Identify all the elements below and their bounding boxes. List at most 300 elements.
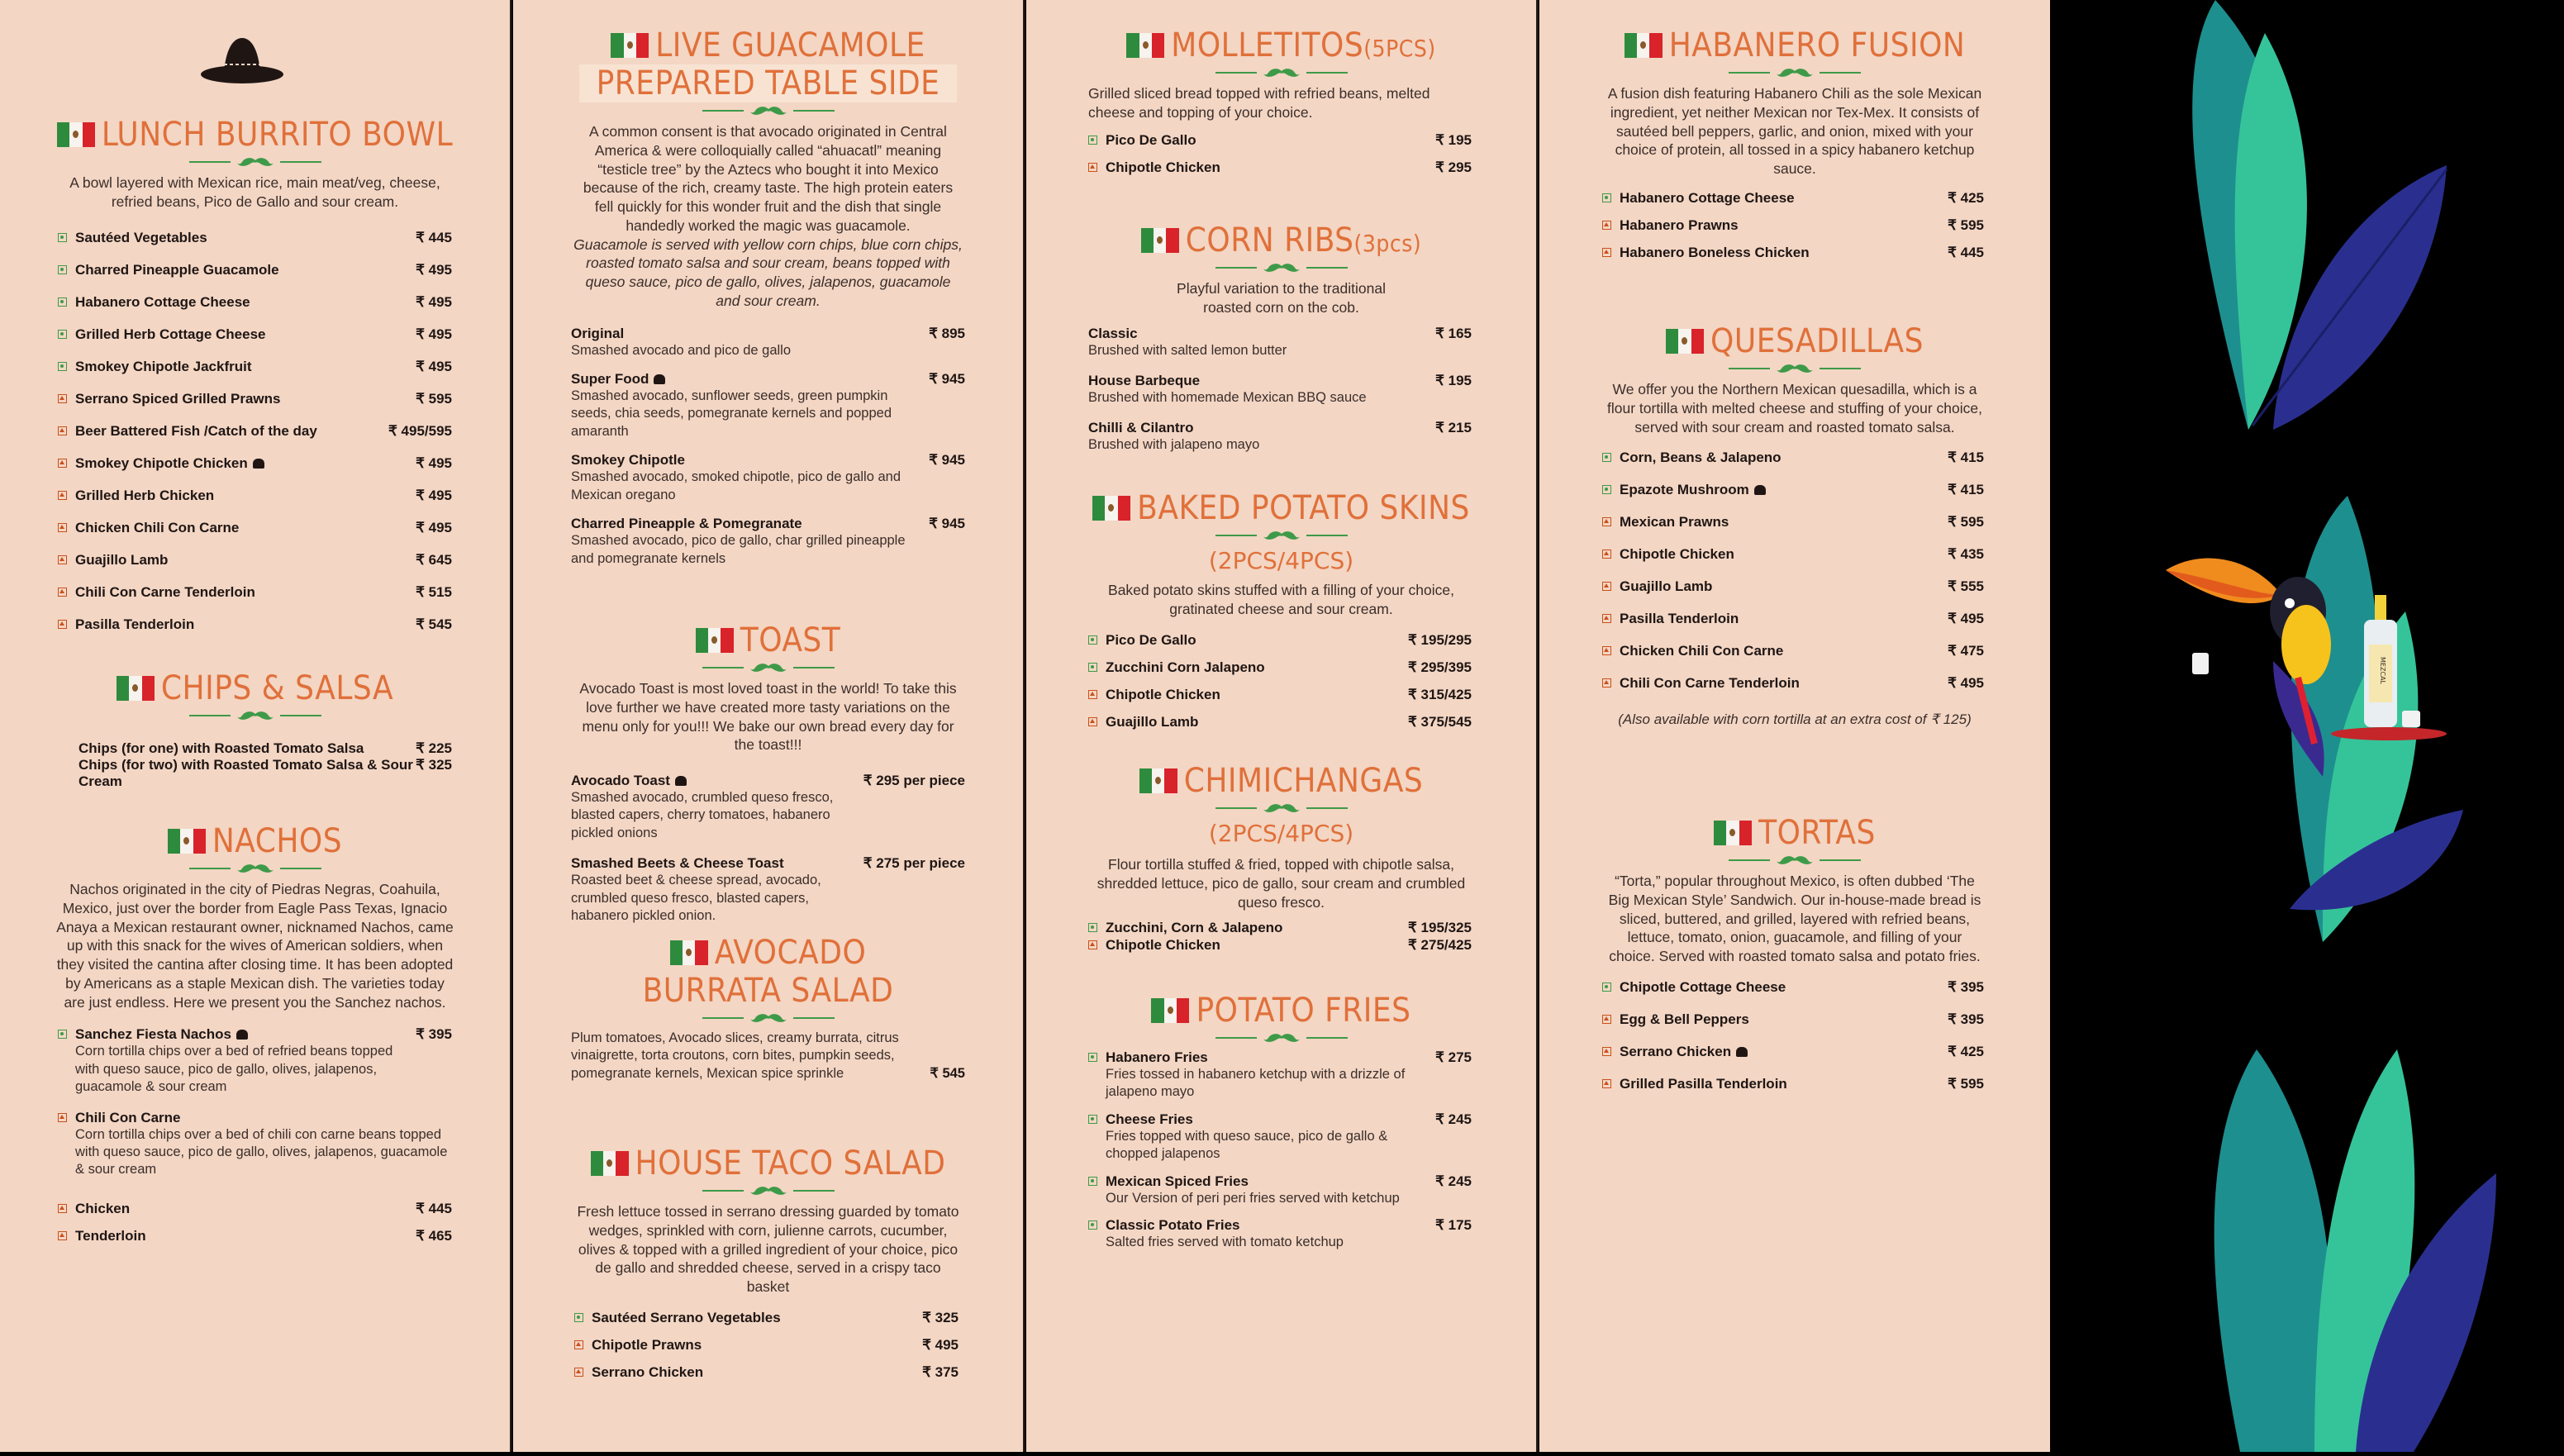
section-quesadillas (1539, 322, 2050, 728)
menu-item-classic (1088, 326, 1472, 359)
menu-item-guajillo-lamb (58, 552, 452, 569)
item-description: Brushed with jalapeno mayo (1088, 437, 1260, 453)
menu-item-tenderloin (58, 1228, 452, 1244)
chef-hat-icon (654, 374, 665, 384)
section-title: LUNCH BURRITO BOWL (101, 116, 454, 154)
section-title: CHIMICHANGAS (1183, 762, 1424, 800)
menu-item-pasilla-tenderloin (58, 616, 452, 633)
item-name: Habanero Boneless Chicken (1620, 244, 1810, 260)
item-description: Smashed avocado and pico de gallo (571, 342, 792, 358)
item-price: ₹ 495 (416, 358, 452, 374)
mustache-divider (513, 1013, 1023, 1023)
non-veg-icon (58, 491, 67, 500)
veg-icon (58, 265, 67, 274)
item-name: Mexican Spiced Fries (1106, 1173, 1249, 1189)
menu-item-chili-con-carne-tenderloin (58, 584, 452, 601)
menu-item-serrano-chicken (574, 1364, 959, 1381)
item-price: ₹ 375 (922, 1363, 959, 1380)
item-description: Corn tortilla chips over a bed of refried beans topped with queso sauce, pico de gallo, olives, jalapenos, guacamole & sour cream (75, 1044, 393, 1095)
item-name: Smashed Beets & Cheese Toast (571, 855, 784, 872)
item-price: ₹ 295 (1435, 159, 1472, 175)
section-potato-fries (1026, 992, 1536, 1252)
veg-icon (1088, 635, 1097, 645)
menu-item-original (571, 326, 965, 359)
item-name: Habanero Cottage Cheese (75, 293, 250, 310)
menu-item-guajillo-lamb (1088, 714, 1472, 730)
item-name: Chipotle Chicken (1106, 686, 1220, 702)
item-price: ₹ 495/595 (388, 422, 452, 439)
veg-icon (58, 362, 67, 371)
mustache-divider (1026, 531, 1536, 540)
menu-item-chili-con-carne-tenderloin (1602, 675, 1984, 692)
mustache-divider (513, 663, 1023, 673)
section-title: POTATO FRIES (1196, 992, 1411, 1030)
veg-icon (1088, 1220, 1097, 1230)
item-price: ₹ 495 (416, 326, 452, 342)
chef-hat-icon (1754, 485, 1766, 495)
item-name: Original (571, 325, 625, 341)
salad-price: ₹ 545 (930, 1065, 965, 1081)
non-veg-icon (58, 620, 67, 629)
menu-item-chipotle-chicken (1088, 159, 1472, 176)
section-description: A common consent is that avocado originated in Central America & were colloquially called “ahuacatl” meaning “testicle tree” by the Aztecs who bought it into Mexico because of the rich, creamy taste. The high protein eaters fell quickly for this wonder fruit and the dish that single handedly worked the magic was guacamole. (583, 123, 954, 234)
menu-item-beer-battered-fish-catch-of-the-day (58, 423, 452, 440)
menu-item-house-barbeque (1088, 373, 1472, 407)
non-veg-icon (1602, 1079, 1611, 1088)
non-veg-icon (1602, 646, 1611, 655)
non-veg-icon (1602, 614, 1611, 623)
item-description: Fries tossed in habanero ketchup with a drizzle of jalapeno mayo (1106, 1067, 1406, 1100)
item-name: Grilled Herb Cottage Cheese (75, 326, 266, 342)
item-name: Chili Con Carne Tenderloin (1620, 675, 1800, 692)
item-name: Guajillo Lamb (1620, 578, 1713, 595)
non-veg-icon (58, 1113, 67, 1122)
chef-hat-icon (236, 1030, 248, 1040)
mexico-flag-icon (670, 940, 708, 965)
decorative-artwork (2050, 0, 2564, 1452)
toucan-icon (2166, 559, 2331, 777)
section-title: HABANERO FUSION (1668, 26, 1966, 64)
section-lunch-burrito-bowl (0, 116, 510, 633)
veg-icon (1602, 485, 1611, 494)
item-name: Sautéed Serrano Vegetables (592, 1309, 781, 1325)
menu-item-guajillo-lamb (1602, 578, 1984, 595)
veg-icon (58, 1030, 67, 1039)
item-name: Chili Con Carne Tenderloin (75, 583, 255, 600)
veg-icon (574, 1313, 583, 1322)
item-name: Serrano Chicken (592, 1363, 704, 1380)
mexico-flag-icon (1141, 228, 1179, 253)
section-nachos (0, 822, 510, 1244)
non-veg-icon (58, 426, 67, 435)
menu-item-habanero-cottage-cheese (1602, 190, 1984, 207)
veg-icon (1088, 663, 1097, 672)
mexico-flag-icon (1625, 33, 1663, 58)
item-price: ₹ 465 (416, 1227, 452, 1244)
item-price: ₹ 495 (416, 293, 452, 310)
mustache-divider (1026, 68, 1536, 78)
non-veg-icon (1088, 690, 1097, 699)
item-price: ₹ 315/425 (1408, 686, 1472, 702)
item-price: ₹ 245 (1435, 1111, 1472, 1127)
item-price: ₹ 415 (1948, 482, 1984, 498)
menu-panel-2 (513, 0, 1025, 1452)
item-name: Pasilla Tenderloin (75, 616, 195, 632)
veg-icon (58, 330, 67, 339)
item-name: Sanchez Fiesta Nachos (75, 1026, 231, 1043)
item-price: ₹ 475 (1948, 643, 1984, 659)
mustache-divider (1539, 68, 2050, 78)
mustache-divider (1026, 803, 1536, 813)
menu-item-chicken (58, 1201, 452, 1217)
salad-description: Plum tomatoes, Avocado slices, creamy burrata, citrus vinaigrette, torta croutons, corn bites, pumpkin seeds, pomegranate kernels, Mexican spice sprinkle (571, 1030, 899, 1081)
non-veg-icon (58, 459, 67, 468)
item-price: ₹ 595 (1948, 1075, 1984, 1092)
mexico-flag-icon (696, 628, 734, 653)
item-name: Super Food (571, 370, 649, 387)
section-corn-ribs (1026, 221, 1536, 454)
item-price: ₹ 275/425 (1408, 937, 1472, 954)
item-name: Smokey Chipotle Jackfruit (75, 358, 252, 374)
menu-item-smokey-chipotle-jackfruit (58, 359, 452, 375)
mustache-divider (1539, 364, 2050, 374)
item-price: ₹ 645 (416, 551, 452, 568)
item-price: ₹ 325 (416, 757, 452, 773)
menu-item-smokey-chipotle (571, 452, 965, 504)
item-name: Habanero Prawns (1620, 216, 1739, 233)
section-tortas (1539, 814, 2050, 1092)
veg-icon (1088, 1115, 1097, 1124)
item-name: Pico De Gallo (1106, 631, 1196, 648)
item-price: ₹ 495 (1948, 675, 1984, 692)
menu-item-chicken-chili-con-carne (1602, 643, 1984, 659)
section-title: MOLLETITOS(5PCS) (1171, 26, 1436, 64)
menu-item-chipotle-chicken (1088, 937, 1472, 954)
menu-item-avocado-toast (571, 773, 965, 842)
mustache-divider (513, 1186, 1023, 1196)
item-price: ₹ 325 (922, 1309, 959, 1325)
non-veg-icon (1088, 163, 1097, 172)
item-price: ₹ 215 (1435, 420, 1472, 436)
non-veg-icon (1602, 582, 1611, 591)
item-name: Chicken (75, 1200, 131, 1216)
non-veg-icon (1088, 717, 1097, 726)
non-veg-icon (1602, 221, 1611, 230)
menu-item-pasilla-tenderloin (1602, 611, 1984, 627)
menu-item-classic-potato-fries (1088, 1217, 1472, 1251)
item-name: Zucchini, Corn & Jalapeno (1106, 920, 1283, 936)
menu-item-sanchez-fiesta-nachos (58, 1026, 452, 1096)
veg-icon (1602, 453, 1611, 462)
item-price: ₹ 495 (416, 454, 452, 471)
menu-item-zucchini-corn-jalapeno (1088, 659, 1472, 676)
tray-icon (2331, 727, 2447, 740)
item-price: ₹ 595 (1948, 514, 1984, 531)
menu-item-grilled-herb-chicken (58, 488, 452, 504)
bottle-label: MEZCAL (2379, 657, 2386, 684)
item-name: Chipotle Chicken (1106, 159, 1220, 175)
item-price: ₹ 195/295 (1408, 631, 1472, 648)
section-description: A bowl layered with Mexican rice, main meat/veg, cheese, refried beans, Pico de Gallo and sour cream. (69, 174, 440, 210)
item-name: Zucchini Corn Jalapeno (1106, 659, 1265, 675)
section-title: QUESADILLAS (1710, 322, 1924, 360)
veg-icon (1602, 193, 1611, 202)
item-name: Pico De Gallo (1106, 131, 1196, 148)
section-toast (513, 621, 1023, 925)
menu-item-charred-pineapple-guacamole (58, 262, 452, 278)
section-live-guacamole (513, 26, 1023, 568)
menu-item-chips-for-two-with-roasted-tomato-salsa-sour-cream (78, 757, 452, 790)
item-price: ₹ 945 (929, 516, 965, 532)
section-description: Fresh lettuce tossed in serrano dressing guarded by tomato wedges, sprinkled with corn, julienne carrots, cucumber, olives & topped with a grilled ingredient of your choice, pico de gallo and shredded cheese, served in a crispy taco basket (577, 1203, 959, 1295)
item-name: Tenderloin (75, 1227, 146, 1244)
menu-item-grilled-pasilla-tenderloin (1602, 1076, 1984, 1092)
item-price: ₹ 295/395 (1408, 659, 1472, 675)
item-name: Smokey Chipotle (571, 452, 685, 469)
chef-hat-icon (253, 459, 264, 469)
item-name: Classic Potato Fries (1106, 1217, 1240, 1234)
item-price: ₹ 445 (416, 1200, 452, 1216)
item-price: ₹ 595 (1948, 216, 1984, 233)
section-title: BAKED POTATO SKINS (1137, 489, 1470, 527)
section-title: AVOCADO (714, 934, 867, 972)
section-title: CHIPS & SALSA (160, 669, 394, 707)
section-description: Avocado Toast is most loved toast in the world! To take this love further we have created more tasty variations on the menu only for you!!! We bake our own bread every day for the toast!!! (579, 680, 957, 754)
item-name: Serrano Chicken (1620, 1043, 1732, 1059)
veg-icon (1088, 1053, 1097, 1062)
item-description: Our Version of peri peri fries served with ketchup (1106, 1190, 1400, 1206)
item-price: ₹ 945 (929, 370, 965, 387)
section-description: “Torta,” popular throughout Mexico, is often dubbed ‘The Big Mexican Style’ Sandwich. Our in-house-made bread is sliced, buttered, and grilled, layered with refried beans, lettuce, tomato, onion, guacamole, and filling of your choice. Served with roasted tomato salsa and potato fries. (1608, 873, 1981, 964)
mustache-divider (1026, 1033, 1536, 1043)
item-price: ₹ 435 (1948, 546, 1984, 563)
item-description: Smashed avocado, smoked chipotle, pico de gallo and Mexican oregano (571, 469, 901, 502)
veg-icon (1088, 136, 1097, 145)
item-price: ₹ 425 (1948, 189, 1984, 206)
mustache-divider (1026, 263, 1536, 273)
item-name: Chicken Chili Con Carne (75, 519, 240, 535)
menu-item-chipotle-chicken (1088, 687, 1472, 703)
menu-panel-4 (1539, 0, 2050, 1452)
mexico-flag-icon (1151, 998, 1189, 1023)
item-price: ₹ 395 (1948, 1011, 1984, 1027)
item-name: Chips (for one) with Roasted Tomato Salsa (78, 740, 364, 756)
item-name: Habanero Cottage Cheese (1620, 189, 1795, 206)
sombrero-icon (199, 33, 285, 86)
item-name: Corn, Beans & Jalapeno (1620, 450, 1781, 466)
item-price: ₹ 515 (416, 583, 452, 600)
menu-panel-1 (0, 0, 511, 1452)
menu-item-habanero-fries (1088, 1049, 1472, 1102)
menu-item-pico-de-gallo (1088, 632, 1472, 649)
menu-item-habanero-boneless-chicken (1602, 245, 1984, 261)
item-name: Guajillo Lamb (75, 551, 169, 568)
mexico-flag-icon (591, 1151, 629, 1176)
item-price: ₹ 495 (416, 261, 452, 278)
veg-icon (1602, 983, 1611, 992)
item-price: ₹ 375/545 (1408, 713, 1472, 730)
menu-item-cheese-fries (1088, 1111, 1472, 1163)
menu-item-zucchini-corn-jalapeno (1088, 920, 1472, 936)
item-price: ₹ 445 (1948, 244, 1984, 260)
item-description: Brushed with homemade Mexican BBQ sauce (1088, 389, 1367, 405)
non-veg-icon (1602, 248, 1611, 257)
menu-item-habanero-cottage-cheese (58, 294, 452, 311)
item-name: Habanero Fries (1106, 1049, 1208, 1065)
non-veg-icon (58, 555, 67, 564)
item-price: ₹ 445 (416, 229, 452, 245)
menu-item-mexican-spiced-fries (1088, 1173, 1472, 1207)
section-description: A fusion dish featuring Habanero Chili as the sole Mexican ingredient, yet neither Mexican nor Tex-Mex. It consists of sautéed bell peppers, garlic, and onion, mixed with your choice of protein, all tossed in a spicy habanero ketchup sauce. (1607, 85, 1982, 177)
item-name: Cheese Fries (1106, 1111, 1193, 1127)
section-baked-potato-skins (1026, 489, 1536, 730)
veg-icon (58, 233, 67, 242)
item-price: ₹ 275 per piece (863, 855, 965, 872)
item-name: Chipotle Chicken (1620, 546, 1734, 563)
non-veg-icon (1602, 678, 1611, 688)
item-name: Mexican Prawns (1620, 514, 1729, 531)
menu-item-smokey-chipotle-chicken (58, 455, 452, 472)
menu-item-super-food (571, 371, 965, 440)
item-price: ₹ 495 (922, 1336, 959, 1353)
mexico-flag-icon (1126, 33, 1164, 58)
menu-item-smashed-beets-cheese-toast (571, 855, 965, 925)
veg-icon (1088, 1177, 1097, 1186)
menu-item-chili-con-carne (58, 1110, 452, 1179)
item-name: Pasilla Tenderloin (1620, 611, 1739, 627)
item-price: ₹ 425 (1948, 1043, 1984, 1059)
non-veg-icon (574, 1340, 583, 1349)
mustache-divider (513, 106, 1023, 116)
non-veg-icon (58, 394, 67, 403)
section-habanero-fusion (1539, 26, 2050, 261)
section-title: TORTAS (1758, 814, 1876, 852)
mexico-flag-icon (1666, 329, 1704, 354)
section-molletitos (1026, 26, 1536, 176)
mexico-flag-icon (1092, 496, 1130, 521)
item-name: Egg & Bell Peppers (1620, 1011, 1749, 1027)
non-veg-icon (58, 523, 67, 532)
item-description: Fries topped with queso sauce, pico de gallo & chopped jalapenos (1106, 1128, 1388, 1162)
item-price: ₹ 415 (1948, 450, 1984, 466)
item-name: Chipotle Cottage Cheese (1620, 978, 1786, 995)
menu-item-serrano-chicken (1602, 1044, 1984, 1060)
item-name: Charred Pineapple Guacamole (75, 261, 279, 278)
item-name: House Barbeque (1088, 372, 1201, 388)
menu-item-serrano-spiced-grilled-prawns (58, 391, 452, 407)
item-price: ₹ 195/325 (1408, 920, 1472, 936)
leaves-illustration (2050, 0, 2564, 1452)
mexico-flag-icon (117, 676, 155, 701)
item-price: ₹ 175 (1435, 1217, 1472, 1234)
non-veg-icon (58, 1204, 67, 1213)
item-name: Serrano Spiced Grilled Prawns (75, 390, 281, 407)
veg-icon (1088, 923, 1097, 932)
menu-item-chipotle-cottage-cheese (1602, 979, 1984, 996)
item-price: ₹ 245 (1435, 1173, 1472, 1189)
menu-item-grilled-herb-cottage-cheese (58, 326, 452, 343)
section-description: Playful variation to the traditional roasted corn on the cob. (1177, 280, 1386, 316)
item-price: ₹ 555 (1948, 578, 1984, 595)
mustache-divider (0, 157, 510, 167)
item-price: ₹ 275 (1435, 1049, 1472, 1065)
item-name: Chipotle Chicken (1106, 937, 1220, 954)
menu-item-charred-pineapple-pomegranate (571, 516, 965, 568)
item-description: Salted fries served with tomato ketchup (1106, 1235, 1344, 1250)
menu-item-chipotle-chicken (1602, 546, 1984, 563)
section-description: Flour tortilla stuffed & fried, topped with chipotle salsa, shredded lettuce, pico de gallo, sour cream and crumbled queso fresco. (1096, 856, 1466, 911)
section-title-line-2: BURRATA SALAD (642, 972, 894, 1010)
item-name: Chips (for two) with Roasted Tomato Salsa & Sour Cream (78, 757, 413, 789)
mustache-divider (1539, 855, 2050, 865)
item-price: ₹ 165 (1435, 325, 1472, 341)
menu-item-habanero-prawns (1602, 217, 1984, 234)
section-title: LIVE GUACAMOLE (655, 26, 925, 64)
section-subtitle: (2PCS/4PCS) (1208, 547, 1354, 574)
non-veg-icon (58, 1231, 67, 1240)
mustache-divider (0, 864, 510, 873)
section-title: NACHOS (212, 822, 343, 860)
item-name: Guajillo Lamb (1106, 713, 1199, 730)
section-title: CORN RIBS(3pcs) (1185, 221, 1422, 259)
section-avocado-burrata-salad (513, 934, 1023, 1082)
item-price: ₹ 595 (416, 390, 452, 407)
item-name: Grilled Pasilla Tenderloin (1620, 1075, 1787, 1092)
mexico-flag-icon (1139, 768, 1177, 793)
section-description: Grilled sliced bread topped with refried beans, melted cheese and topping of your choice. (1088, 85, 1430, 121)
item-name: Chili Con Carne (75, 1109, 181, 1125)
item-name: Beer Battered Fish /Catch of the day (75, 422, 317, 439)
veg-icon (58, 297, 67, 307)
menu-item-saut-ed-serrano-vegetables (574, 1310, 959, 1326)
item-description: Roasted beet & cheese spread, avocado, crumbled queso fresco, blasted capers, habanero pickled onion. (571, 873, 821, 924)
item-price: ₹ 195 (1435, 131, 1472, 148)
non-veg-icon (58, 588, 67, 597)
item-price: ₹ 395 (416, 1026, 452, 1043)
mustache-divider (0, 711, 510, 721)
menu-item-chips-for-one-with-roasted-tomato-salsa (78, 740, 452, 757)
non-veg-icon (574, 1368, 583, 1377)
menu-panel-3 (1026, 0, 1538, 1452)
section-subtitle: (2PCS/4PCS) (1208, 820, 1354, 847)
item-description: Corn tortilla chips over a bed of chili con carne beans topped with queso sauce, pico de gallo, olives, jalapenos, guacamole & sour cream (75, 1126, 448, 1178)
mexico-flag-icon (168, 829, 206, 854)
item-name: Charred Pineapple & Pomegranate (571, 516, 802, 532)
item-price: ₹ 545 (416, 616, 452, 632)
section-title-line-2: PREPARED TABLE SIDE (579, 64, 957, 102)
item-name: Classic (1088, 325, 1138, 341)
chef-hat-icon (1736, 1047, 1748, 1057)
menu-item-chicken-chili-con-carne (58, 520, 452, 536)
item-price: ₹ 895 (929, 325, 965, 341)
section-house-taco-salad (513, 1144, 1023, 1381)
item-description: Smashed avocado, sunflower seeds, green pumpkin seeds, chia seeds, pomegranate kernels and popped amaranth (571, 388, 892, 439)
item-description: Brushed with salted lemon butter (1088, 342, 1287, 358)
section-description: We offer you the Northern Mexican quesadilla, which is a flour tortilla with melted cheese and stuffing of your choice, served with sour cream and roasted tomato salsa. (1607, 381, 1982, 435)
item-name: Sautéed Vegetables (75, 229, 207, 245)
glass-icon (2192, 653, 2209, 674)
section-description-italic: Guacamole is served with yellow corn chips, blue corn chips, roasted tomato salsa and sour cream, beans topped with queso sauce, pico de gallo, olives, jalapenos, guacamole and sour cream. (573, 236, 963, 309)
item-name: Grilled Herb Chicken (75, 487, 215, 503)
item-price: ₹ 225 (416, 740, 452, 756)
item-price: ₹ 495 (416, 519, 452, 535)
item-name: Smokey Chipotle Chicken (75, 454, 248, 471)
section-title: HOUSE TACO SALAD (635, 1144, 946, 1182)
section-chimichangas (1026, 762, 1536, 954)
item-price: ₹ 945 (929, 452, 965, 469)
non-veg-icon (1602, 517, 1611, 526)
item-price: ₹ 495 (416, 487, 452, 503)
